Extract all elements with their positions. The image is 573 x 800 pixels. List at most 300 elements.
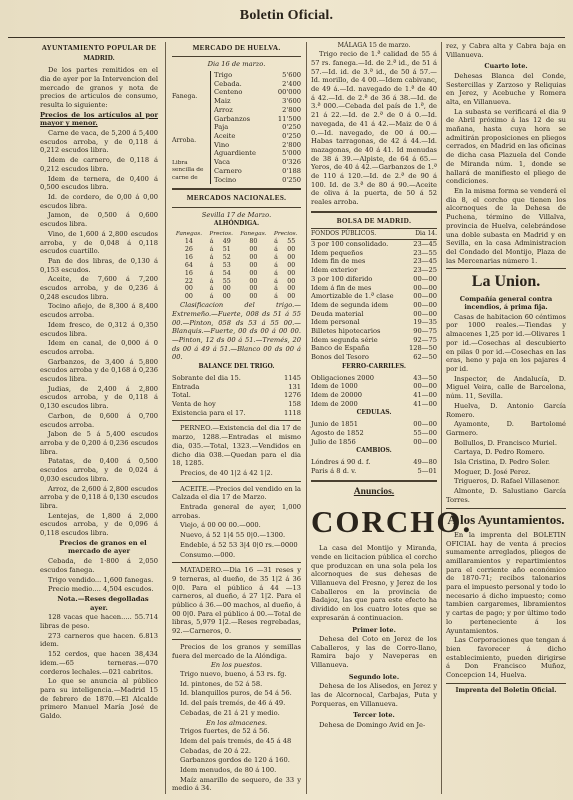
divider [446, 268, 566, 269]
ferrocarril-row [311, 374, 437, 383]
bolsa-row [311, 284, 437, 293]
huelva-paragraph: Huelva, D. Antonio García Romero. [446, 401, 566, 419]
fanega-row [214, 80, 301, 89]
almacenes-item: Idem del país tremés, de 45 á 48 [180, 736, 292, 745]
table-cell: 49 [222, 238, 231, 246]
ferrocarriles-list [311, 374, 437, 409]
malaga-heading: MÁLAGA 15 de marzo. [337, 42, 411, 49]
libra-row [214, 158, 301, 167]
bolsa-list [311, 240, 437, 362]
balance-row-value: 1118 [283, 408, 301, 417]
table-cell: 00 [249, 246, 258, 254]
column-notices [446, 42, 566, 794]
puestos-item: Trigo nuevo, bueno, á 53 rs. fg. [180, 669, 287, 678]
table-row [172, 285, 301, 293]
lote3-paragraph: Dehesa de Domingo Avid en Je- [319, 720, 426, 729]
grain-item: Cebada, de 1·800 á 2,050 escudos fanega. [40, 557, 158, 574]
fanega-group [172, 71, 301, 123]
price-item: Jamon, de 0,500 á 0,600 escudos libra. [40, 211, 158, 229]
table-cell: á [274, 261, 278, 269]
column-markets [172, 42, 301, 794]
fanega-row-label: Garbanzos [214, 114, 251, 123]
price-item: Arroz, de 2,600 á 2,800 escudos arroba y de 0,118 á 0,130 escudos libra. [40, 484, 158, 510]
table-cell: 00 [249, 254, 258, 262]
cambio-row [311, 458, 437, 467]
imprint-line: Imprenta del Boletin Oficial. [455, 686, 557, 694]
bolsa-row-label: Idem á fin de mes [311, 283, 372, 292]
ferrocarril-row [311, 400, 437, 409]
libra-row-value: 0'250 [282, 175, 301, 184]
table-cell: 00 [184, 293, 193, 301]
balance-row [172, 383, 301, 392]
table-cell: 00 [222, 285, 231, 293]
fanega-row-label: Cebada. [214, 79, 242, 88]
fanega-label: Fanega. [172, 93, 198, 101]
union-paragraph: Casas de habitacion 60 céntimos por 1000 reales.—Tiendas y almacenes 1,25 por id.—Olivares 1 por id.—Cosechas al descubierto en pilas 0 por id.—Cosechas en las eras, heno y paja en los pajares 4 por id. [446, 312, 566, 373]
price-item: Pan de dos libras, de 0,130 á 0,153 escudos. [40, 256, 158, 274]
almacenes-item: Trigos fuertes, de 52 á 56. [180, 727, 270, 736]
ferrocarriles-heading: FERRO-CARRILES. [342, 362, 406, 370]
table-cell: á [274, 293, 278, 301]
balance-list [172, 374, 301, 418]
ayuntamientos-paragraph-2: Las Corporaciones que tengan á bien favorecer á dicho establecimiento, pueden dirigirse á Don Francisco Muñoz, Concepcion 14, Huelva. [446, 636, 566, 680]
lote3-continuation: rez, y Cabra alta y Cabra baja en Villanueva. [446, 42, 566, 59]
bolsa-row-value: 00—00 [413, 292, 437, 301]
table-cell: 00 [287, 261, 296, 269]
puestos-item: Id. pintones, de 52 á 58. [180, 679, 263, 688]
table-cell: 52 [222, 254, 231, 262]
wheat-classification: Clasificacion del trigo.—Extremeño.—Fuerte, 008 ds 51 á 55 00.—Pinton, 058 ds 53 á 55 00.—Blanquis.—Fuerte, 00 ds 00 á 00 00.—Pinton, 12 ds 00 á 51.—Tremés, 20 ds 00 á 49 á 51.—Blanco 00 ds 00 á 00. [172, 301, 301, 362]
table-cell: á [209, 293, 214, 301]
lote1-paragraph: Dehesa del Coto en Jerez de los Caballeros, y las de Corro-llano, Ramira bajo y Naveperas en Villanueva. [311, 634, 437, 670]
column-madrid [40, 42, 158, 794]
bolsa-row [311, 257, 437, 266]
table-row [172, 278, 301, 286]
fanega-row-value: 2'800 [282, 105, 301, 114]
puestos-item: Id. del país tremés, de 46 á 49. [180, 699, 286, 708]
table-header-cell: Fanegas. [240, 231, 267, 238]
cambio-row [311, 467, 437, 476]
national-heading: MERCADOS NACIONALES. [186, 194, 287, 203]
arroba-prices [210, 123, 301, 158]
ferrocarril-row-value: 41—00 [413, 399, 437, 408]
bolsa-row-value: 00—00 [413, 274, 437, 283]
arroba-row-label: Aguardiente [214, 149, 256, 158]
agent-item: Almonte, D. Salustiano García Torres. [446, 487, 566, 504]
divider [172, 56, 301, 57]
cedula-row-value: 00—00 [413, 420, 437, 429]
intro-paragraph: De los partes remitidos en el dia de ayer por la Intervencion del mercado de granos y nota de precios de articulos de consumo, resulta lo siguiente: [40, 66, 158, 109]
table-cell: 51 [222, 246, 231, 254]
table-cell: 14 [184, 238, 193, 246]
bolsa-row-value: 19—35 [413, 318, 437, 327]
inspector-paragraph: Inspector, de Andalucía, D. Miguel Veira, calle de Barcelona, núm. 11, Sevilla. [446, 374, 566, 401]
divider [172, 562, 301, 563]
divider [311, 211, 437, 213]
table-row [172, 246, 301, 254]
table-header-row [172, 231, 301, 238]
ferrocarril-row-label: Idem de 1000 [311, 382, 358, 391]
table-cell: 00 [249, 285, 258, 293]
header-rule [8, 37, 565, 38]
table-header-cell: Fanegas. [175, 231, 203, 238]
libra-group [172, 158, 301, 184]
cedula-row-label: Agosto de 1852 [311, 428, 364, 437]
balance-title: BALANCE DEL TRIGO. [198, 363, 275, 371]
grain-list [40, 557, 158, 594]
cedula-row-label: Junio de 1851 [311, 420, 358, 429]
bolsa-row [311, 240, 437, 249]
arroba-row-value: 0'250 [282, 131, 301, 140]
lote4-paragraph: Dehesas Blanca del Conde, Sestercillas y Zarzoso y Reliquias en Jerez, y Acebuche y Romera alta, en Villanueva. [446, 71, 566, 106]
ayamonte-paragraph: Ayamonte, D. Bartolomé Garmero. [446, 420, 566, 437]
corcho-headline: CORCHO. [311, 503, 473, 539]
agents-list [446, 439, 566, 505]
table-cell: 00 [287, 293, 296, 301]
ferrocarril-row-value: 41—00 [413, 391, 437, 400]
balance-row [172, 409, 301, 418]
cambio-row-value: 5—01 [417, 466, 437, 475]
arroba-group [172, 123, 301, 158]
perneo-paragraph: PERNEO.—Existencia del dia 17 de marzo, 1288.—Entradas el mismo dia, 035.—Total, 1323.—Vendidos en dicho dia 038.—Quedan para el dia 18, 1285. [172, 424, 301, 468]
bolsa-row-label: Amortizable de 1.ª clase [311, 292, 394, 301]
divider [446, 508, 566, 509]
balance-row-value: 158 [288, 400, 301, 408]
table-cell: 16 [184, 254, 193, 262]
fanega-prices [210, 71, 301, 123]
table-cell: 26 [184, 246, 193, 254]
table-cell: 00 [249, 269, 258, 277]
fanega-row-value: 3'600 [282, 97, 301, 106]
grain-item: Precio medio.... 4,504 escudos. [48, 585, 154, 594]
lote4-title: Cuarto lote. [484, 62, 528, 71]
table-cell: á [274, 246, 278, 254]
puestos-subheading: En los puestos. [210, 661, 263, 670]
puestos-item: Cebadas, de 21 á 21 y medio. [180, 708, 280, 717]
bolsa-row-label: Deuda material [311, 309, 364, 318]
table-header-cell: Precios. [273, 231, 298, 238]
libra-label: Libra sencilla de carne de [172, 159, 204, 181]
table-cell: á [209, 269, 214, 277]
arroba-row-value: 5'000 [282, 149, 301, 158]
table-cell: 16 [184, 269, 193, 277]
table-cell: 00 [287, 277, 296, 285]
bolsa-row-value: 00—00 [413, 283, 437, 292]
bolsa-row-label: Idem fin de mes [311, 257, 366, 266]
bolsa-row [311, 301, 437, 310]
bolsa-row [311, 275, 437, 284]
divider [172, 188, 301, 190]
bolsa-row-label: Idem personal [311, 318, 360, 327]
table-cell: 54 [222, 269, 231, 277]
page-header [8, 0, 565, 38]
table-cell: á [274, 269, 278, 277]
balance-row-label: Total. [172, 391, 191, 400]
balance-row-value: 1276 [283, 391, 301, 400]
balance-row-label: Entrada [172, 382, 200, 391]
table-cell: á [274, 285, 278, 293]
price-item: Vino, de 1,600 á 2,800 escudos arroba, y de 0,048 á 0,118 escudos cuartillo. [40, 229, 158, 256]
cedula-row-value: 00—00 [413, 437, 437, 446]
bolsa-row-label: Billetes hipotecarios [311, 327, 381, 336]
almacenes-item: Cebadas, de 20 á 22. [180, 746, 252, 755]
agent-item: Isla Cristina, D. Pedro Soler. [454, 458, 551, 467]
ferrocarril-row-label: Obligaciones 2000 [311, 373, 375, 382]
bolsa-row [311, 327, 437, 336]
bolsa-row-value: 128—50 [409, 344, 437, 353]
ferrocarril-row [311, 391, 437, 400]
table-cell: 00 [249, 293, 258, 301]
ferrocarril-row-label: Idem de 2000 [311, 399, 358, 408]
grain-public-paragraph: Precios de los granos y semillas fuera del mercado de la Alóndiga. [172, 642, 301, 660]
cattle-list [40, 613, 158, 676]
cattle-item: 273 carneros que hacen. 6.813 idem. [40, 631, 158, 649]
bolsa-row-label: 3 por 100 diferido [311, 274, 373, 283]
arroba-row [214, 141, 301, 150]
table-cell: á [209, 261, 214, 269]
fanega-row-value: 00'000 [277, 88, 301, 97]
bolsa-header-day: Dia 14. [415, 230, 437, 238]
balance-row [172, 374, 301, 383]
grain-item: Trigo vendido... 1,600 fanegas. [48, 575, 154, 584]
cedula-row [311, 429, 437, 438]
price-item: Idem de ternera, de 0,400 á 0,500 escudos libra. [40, 174, 158, 192]
price-item: Patatas, de 0,400 á 0,500 escudos arroba, y de 0,024 á 0,030 escudos libra. [40, 457, 158, 483]
cedula-row-value: 55—00 [413, 428, 437, 437]
almacenes-item: Idem menudos, de 80 á 100. [180, 766, 277, 775]
bolsa-header [311, 228, 437, 240]
bolsa-row-label: Banco de España [311, 344, 370, 353]
column-divider [165, 42, 166, 794]
agent-item: Cartaya, D. Pedro Romero. [454, 448, 545, 457]
malaga-paragraph: Trigo recio de 1.ª calidad de 55 á 57 rs. fanega.—Id. de 2.ª id., de 51 á 57.—Id. id. de 3.ª id., de 50 á 57.—Id. morillo, de 4 00.—Idem cabivanc, de 49 á.—Id. navegado de 1.ª de 40 á 42.—Id. de 2.ª de 36 á 38.—Id. de 3.ª 000.—Cebada del país de 1.ª, de 21 á 22.—Id. de 2.ª de 0 á 0.—Id. navegada, de 41 á 42.—Maiz de 0 á 0.—Id. navegado, de 00 á 00.—Habas tarragonas, de 42 á 44.—Id. mazagonas, de 40 á 41. Id menudas de 38 á 39.—Alpiste, de 64 á 65.—Yeros, de 40 á 42.—Garbanzos de 1.ª de 110 á 120.—Id. de 2.ª de 90 á 100. Id. de 3.ª de 80 á 90.—Aceite de oliva á la puerta, de 50 á 52 reales arroba. [311, 50, 437, 207]
balance-row [172, 391, 301, 400]
aceite-item: Viejo, á 00 00 00.—000. [180, 521, 261, 530]
price-item: Carbon, de 0,600 á 0,700 escudos arroba. [40, 411, 158, 429]
arroba-row-label: Paja [214, 123, 229, 132]
divider [172, 420, 301, 421]
divider [172, 207, 301, 208]
ferrocarril-row-value: 00—00 [413, 382, 437, 391]
balance-row-label: Venta de hoy [172, 400, 216, 408]
cedula-row-label: Julio de 1856 [311, 437, 356, 446]
bolsa-row-value: 23—45 [413, 257, 437, 266]
divider [311, 480, 437, 482]
bolsa-row-value: 23—45 [413, 239, 437, 248]
bolsa-row-value: 00—00 [413, 300, 437, 309]
ayuntamientos-headline: Á los Ayuntamientos. [447, 511, 565, 527]
arroba-row-value: 2'800 [282, 140, 301, 149]
table-cell: 55 [287, 238, 296, 246]
price-item: Judias, de 2,400 á 2,800 escudos arroba, y de 0,118 á 0,130 escudos libra. [40, 384, 158, 411]
balance-row-value: 131 [288, 382, 301, 391]
table-row [172, 262, 301, 270]
arroba-row-label: Vino [214, 140, 230, 149]
price-item: Garbanzos, de 3,400 á 5,800 escudos arroba y de 0,168 á 0,236 escudos libra. [40, 357, 158, 384]
table-cell: á [274, 277, 278, 285]
ferrocarril-row-label: Idem de 20000 [311, 391, 362, 400]
fanega-row-value: 11'500 [277, 114, 301, 123]
market-date: Dia 16 de marzo. [207, 60, 266, 69]
fanega-row [214, 88, 301, 97]
column-divider [441, 42, 442, 794]
table-cell: 00 [249, 261, 258, 269]
anuncios-heading: Anuncios. [353, 486, 395, 497]
table-row [172, 293, 301, 301]
corcho-paragraph: La casa del Montijo y Miranda, vende en licitacion pública el corcho que produzcan en una sola pela los alcornoques de sus dehesas de Villanueva del Fresno, y Jerez de los Caballeros en la provincia de Badajoz, las que para este efecto ha dividido en los cuatro lotes que se expresarán á continuacion. [311, 544, 437, 622]
sevilla-paragraph: En la misma forma se venderá el dia 8, el corcho que tienen los alcornoques de la Dehesa de Puchena, término de Villalva, provincia de Huelva, celebrándose una doble subasta en Madrid y en Sevilla, en la casa Administracion del Condado del Montijo, Plaza de las Mercenarias número 1. [446, 186, 566, 265]
bolsa-row [311, 344, 437, 353]
section-heading: MERCADO DE HUELVA. [192, 44, 281, 52]
section-heading: AYUNTAMIENTO POPULAR DE [41, 44, 157, 52]
fanega-row-label: Maiz [214, 97, 231, 106]
aceite-item: Endeble, á 52 53 3|4 0|0 rs.—0000 [180, 540, 298, 549]
ayuntamientos-paragraph: En la imprenta del BOLETIN OFICIAL hay de venta á precios sumamente arreglados, pliegos de amillaramientos y repartimientos para el corriente año económico de 1870-71; recibos talonarios para el impuesto personal y todo lo necesario á dicho impuesto; como tambien cargaremes, libramientos y cartas de pago; y por último todo lo perteneciente á los Ayuntamientos. [446, 530, 566, 635]
bolsa-header-label: FONDOS PÚBLICOS. [311, 230, 377, 238]
balance-row-label: Sobrante del dia 15. [172, 373, 241, 382]
cedulas-heading: CEDULAS. [356, 409, 392, 417]
agent-item: Moguer, D. José Perez. [454, 467, 531, 476]
table-cell: á [209, 285, 214, 293]
closing-paragraph: Lo que se anuncia al público para su inteligencia.—Madrid 15 de febrero de 1870.—El Alcalde primero Manuel María José de Galdo. [40, 677, 158, 721]
table-cell: 00 [249, 277, 258, 285]
cattle-item: 152 cerdos, que hacen 38,434 idem.—65 terneras.—070 corderos lechales.—021 cabritos. [40, 650, 158, 676]
table-row [172, 254, 301, 262]
page-title: Boletin Oficial. [239, 8, 334, 23]
arroba-row-label: Aceite [214, 131, 236, 140]
divider [446, 683, 566, 684]
table-cell: 53 [222, 261, 231, 269]
libra-row-value: 0'326 [282, 158, 301, 167]
bolsa-row-label: Bonos del Tesoro [311, 353, 369, 362]
cedulas-list [311, 420, 437, 446]
aceite-item: Consumo.—000. [180, 550, 236, 559]
price-item: Aceite, de 7,600 á 7,200 escudos arroba, y de 0,236 á 0,248 escudos libra. [40, 275, 158, 301]
fanega-row [214, 97, 301, 106]
lote3-title: Tercer lote. [353, 711, 395, 720]
aceite-item: Nuevo, á 52 1|4 55 0|0.—1300. [180, 531, 286, 540]
bolsa-row-label: 3 por 100 consolidado. [311, 239, 389, 248]
bolsa-heading: BOLSA DE MADRID. [336, 216, 412, 225]
cattle-item: 128 vacas que hacen..... 55.714 libras de peso. [40, 613, 158, 631]
libra-prices [210, 158, 301, 184]
table-row [172, 238, 301, 246]
bolsa-row [311, 310, 437, 319]
cedula-row [311, 420, 437, 429]
fanega-row-value: 2'400 [282, 79, 301, 88]
table-cell: 00 [287, 269, 296, 277]
bolsa-row [311, 336, 437, 345]
divider [172, 481, 301, 482]
puestos-list [172, 670, 301, 718]
price-item: Jabon de 5 á 5,400 escudos arroba y de 0,200 á 0,236 escudos libra. [40, 430, 158, 456]
almacenes-list [172, 727, 301, 793]
fanega-row [214, 115, 301, 124]
table-header-cell: Precios. [209, 231, 233, 238]
bolsa-row [311, 318, 437, 327]
cattle-title: Nota.—Reses degolladas ayer. [57, 594, 149, 612]
price-item: Idem en canal, de 0,000 á 0 escudos arroba. [40, 339, 158, 356]
seville-date: Sevilla 17 de Marzo. [201, 210, 272, 219]
price-item: Carne de vaca, de 5,200 á 5,400 escudos arroba, y de 0,118 á 0,212 escudos libra. [40, 129, 158, 155]
libra-row-value: 0'188 [282, 166, 301, 175]
bolsa-row-value: 90—75 [413, 327, 437, 336]
table-cell: 00 [287, 246, 296, 254]
aceite-paragraph: ACEITE.—Precios del vendido en la Calzada el dia 17 de Marzo. [172, 484, 301, 502]
fanega-row-value: 5'600 [282, 71, 301, 80]
table-cell: 80 [249, 238, 258, 246]
bolsa-row-value: 23—55 [413, 248, 437, 257]
bolsa-row-label: Idem exterior [311, 266, 358, 275]
arroba-row [214, 132, 301, 141]
agent-item: Trigueros, D. Rafael Villasenor. [454, 477, 560, 486]
arroba-label: Arroba. [172, 136, 197, 144]
libra-row-label: Carnero [214, 166, 242, 175]
table-cell: á [209, 246, 214, 254]
price-item: Idem fresco, de 0,312 á 0,350 escudos libra. [40, 320, 158, 338]
lote1-title: Primer lote. [352, 625, 396, 634]
bolsa-row-value: 23—25 [413, 266, 437, 275]
section-subheading: MADRID. [83, 55, 115, 63]
fanega-row-label: Arroz [214, 105, 233, 114]
bolsa-row-label: Idem pequeños [311, 248, 363, 257]
bolsa-row [311, 249, 437, 258]
balance-row [172, 400, 301, 409]
almacenes-subheading: En los almacenes. [205, 718, 268, 727]
union-headline: La Union. [471, 273, 541, 291]
table-cell: 55 [222, 277, 231, 285]
lote2-paragraph: Dehesa de los Alisedos, en Jerez y las de Alcornocal, Carbajas, Puta y Porqueras, en Villanueva. [311, 682, 437, 708]
bolsa-row-label: Idem segunda série [311, 335, 378, 344]
almacenes-item: Maíz amarillo de sequero, de 33 y medio á 34. [172, 775, 301, 793]
libra-row-label: Vaca [214, 158, 230, 167]
libra-row [214, 167, 301, 176]
bolsa-row [311, 292, 437, 301]
bolsa-row-value: 62—50 [413, 353, 437, 362]
table-row [172, 270, 301, 278]
matadero-paragraph: MATADERO.—Dia 16 —31 reses y 9 terneras, al dueño, de 35 1|2 á 36 0|0. Para el público á 44 —13 carneros, al dueño, á 27 1|2. Para el público á 36.—00 machos, al dueño, á 00 0|0. Para el público á 00.—Total de libras, 5,979 1|2.—Reses regrebadas, 92.—Carneros, 0. [172, 566, 301, 636]
table-cell: 00 [287, 285, 296, 293]
bolsa-row-label: Idem de segunda idem [311, 300, 389, 309]
cambios-list [311, 458, 437, 475]
arroba-row-value: 0'250 [282, 123, 301, 132]
price-item: Lentejas, de 1,800 á 2,000 escudos arroba, y de 0,096 á 0,118 escudos libra. [40, 511, 158, 538]
column-divider [306, 42, 307, 794]
balance-row-value: 1145 [283, 373, 301, 382]
bolsa-row-value: 00—00 [413, 309, 437, 318]
table-cell: á [209, 277, 214, 285]
libra-row-label: Tocino [214, 175, 237, 184]
ferrocarril-row [311, 382, 437, 391]
almacenes-item: Garbanzos gordos de 120 á 160. [180, 756, 290, 765]
table-cell: á [209, 238, 214, 246]
table-cell: 00 [287, 254, 296, 262]
price-list [40, 129, 158, 538]
table-cell: 00 [222, 293, 231, 301]
cambio-row-label: Lóndres á 90 d. f. [311, 458, 371, 467]
libra-row [214, 176, 301, 185]
cambio-row-label: Paris á 8 d. v. [311, 466, 357, 475]
prices-title: Precios de los artículos al por mayor y menor. [40, 110, 158, 128]
aceite-list [172, 503, 301, 559]
bolsa-row [311, 266, 437, 275]
seville-subheading: ALHÓNDIGA. [213, 220, 260, 228]
perneo-prices: Precios, de 40 1|2 á 42 1|2. [180, 468, 273, 477]
ferrocarril-row-value: 43—50 [413, 373, 437, 382]
cedula-row [311, 438, 437, 447]
table-cell: 00 [184, 285, 193, 293]
fanega-row-label: Centeno [214, 88, 243, 97]
